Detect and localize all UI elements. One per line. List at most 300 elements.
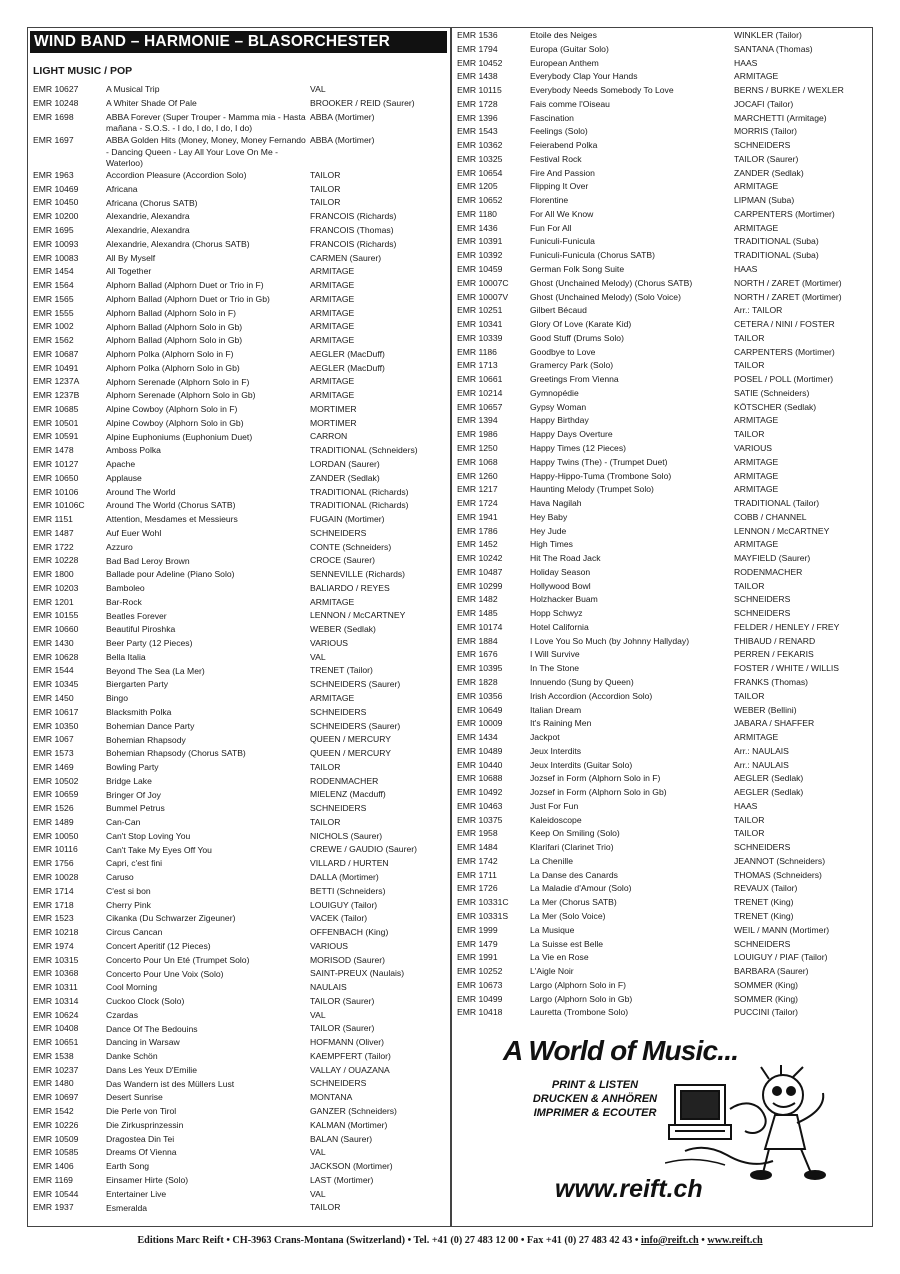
entry-title: Gilbert Bécaud xyxy=(530,305,587,316)
entry-composer: ARMITAGE xyxy=(734,71,779,82)
entry-composer: ARMITAGE xyxy=(734,484,779,495)
entry-code: EMR 1436 xyxy=(457,222,498,233)
footer-address: Editions Marc Reift • CH-3963 Crans-Montana (Switzerland) • Tel. +41 (0) 27 483 12 00 • Fax +41 (0) 27 483 42 43 • xyxy=(137,1235,641,1246)
catalog-entry xyxy=(33,747,450,761)
entry-composer: ARMITAGE xyxy=(734,470,779,481)
entry-title: Cherry Pink xyxy=(106,899,151,910)
entry-composer: ARMITAGE xyxy=(310,293,355,304)
entry-code: EMR 1489 xyxy=(33,816,74,827)
catalog-entry xyxy=(33,692,450,706)
entry-code: EMR 10492 xyxy=(457,787,503,798)
entry-code: EMR 1180 xyxy=(457,208,497,219)
entry-code: EMR 10375 xyxy=(457,814,503,825)
entry-code: EMR 10650 xyxy=(33,472,79,483)
entry-code: EMR 10585 xyxy=(33,1147,79,1158)
entry-code: EMR 1469 xyxy=(33,761,74,772)
entry-composer: TRENET (Tailor) xyxy=(310,665,373,676)
catalog-entry xyxy=(33,664,450,678)
entry-code: EMR 10502 xyxy=(33,775,79,786)
catalog-entry xyxy=(33,97,450,111)
entry-title: Czardas xyxy=(106,1009,138,1020)
catalog-entry xyxy=(33,651,450,665)
catalog-entry xyxy=(33,1201,450,1215)
catalog-entry xyxy=(457,951,870,965)
entry-code: EMR 1999 xyxy=(457,924,498,935)
catalog-entry xyxy=(457,910,870,924)
entry-title: Glory Of Love (Karate Kid) xyxy=(530,319,632,330)
catalog-entry xyxy=(457,882,870,896)
entry-composer: NORTH / ZARET (Mortimer) xyxy=(734,277,842,288)
entry-composer: WINKLER (Tailor) xyxy=(734,30,802,40)
entry-title: Beatles Forever xyxy=(106,610,167,621)
entry-title: Europa (Guitar Solo) xyxy=(530,43,609,54)
entry-composer: FOSTER / WHITE / WILLIS xyxy=(734,663,840,674)
entry-title: Cool Morning xyxy=(106,982,158,993)
entry-title: Concert Aperitif (12 Pieces) xyxy=(106,940,211,951)
entry-code: EMR 10174 xyxy=(457,621,503,632)
entry-composer: BETTI (Schneiders) xyxy=(310,885,386,896)
catalog-entry xyxy=(457,414,870,428)
entry-title: Around The World (Chorus SATB) xyxy=(106,500,236,511)
catalog-entry xyxy=(33,279,450,293)
catalog-entry xyxy=(457,57,870,71)
catalog-entry xyxy=(33,554,450,568)
catalog-entry xyxy=(33,210,450,224)
entry-composer: SCHNEIDERS xyxy=(734,608,791,619)
entry-code: EMR 1151 xyxy=(33,514,73,525)
entry-title: Cuckoo Clock (Solo) xyxy=(106,996,185,1007)
entry-composer: TAILOR xyxy=(734,332,765,343)
catalog-entry xyxy=(33,830,450,844)
entry-code: EMR 10116 xyxy=(33,844,78,855)
entry-code: EMR 1958 xyxy=(457,828,498,839)
entry-code: EMR 10007C xyxy=(457,277,509,288)
entry-code: EMR 10489 xyxy=(457,745,503,756)
entry-code: EMR 10544 xyxy=(33,1188,79,1199)
entry-title: L'Aigle Noir xyxy=(530,966,574,977)
footer-email-link[interactable]: info@reift.ch xyxy=(641,1235,699,1246)
entry-code: EMR 10248 xyxy=(33,97,79,108)
entry-code: EMR 10226 xyxy=(33,1119,79,1130)
entry-title: All By Myself xyxy=(106,252,156,263)
catalog-entry xyxy=(33,513,450,527)
entry-composer: HOFMANN (Oliver) xyxy=(310,1037,384,1048)
catalog-entry xyxy=(33,995,450,1009)
catalog-entry xyxy=(33,134,450,169)
entry-code: EMR 1430 xyxy=(33,637,74,648)
entry-title: Die Zirkusprinzessin xyxy=(106,1119,184,1130)
entry-code: EMR 10627 xyxy=(33,84,79,94)
entry-composer: VAL xyxy=(310,1188,326,1199)
entry-code: EMR 1718 xyxy=(33,899,74,910)
catalog-entry xyxy=(457,29,870,43)
entry-composer: TAILOR xyxy=(310,1202,341,1213)
entry-title: La Mer (Chorus SATB) xyxy=(530,897,617,908)
entry-code: EMR 10395 xyxy=(457,663,503,674)
entry-composer: ARMITAGE xyxy=(310,307,355,318)
entry-code: EMR 1937 xyxy=(33,1202,74,1213)
entry-composer: TAILOR xyxy=(734,814,765,825)
entry-code: EMR 1394 xyxy=(457,415,498,426)
catalog-entry xyxy=(457,373,870,387)
entry-composer: VAL xyxy=(310,84,326,94)
entry-title: Die Perle von Tirol xyxy=(106,1106,177,1117)
catalog-entry xyxy=(457,772,870,786)
entry-code: EMR 1484 xyxy=(457,842,498,853)
entry-title: Klarifari (Clarinet Trio) xyxy=(530,842,614,853)
entry-title: Festival Rock xyxy=(530,153,582,164)
entry-code: EMR 1396 xyxy=(457,112,498,123)
entry-code: EMR 1454 xyxy=(33,266,74,277)
entry-code: EMR 10673 xyxy=(457,979,503,990)
entry-title: Blacksmith Polka xyxy=(106,706,172,717)
entry-title: Bummel Petrus xyxy=(106,803,165,814)
entry-code: EMR 1963 xyxy=(33,169,74,180)
entry-title: Africana (Chorus SATB) xyxy=(106,197,198,208)
entry-title: Fais comme l'Oiseau xyxy=(530,98,610,109)
entry-title: Fascination xyxy=(530,112,574,123)
catalog-entry xyxy=(457,511,870,525)
entry-composer: LIPMAN (Suba) xyxy=(734,195,795,206)
entry-code: EMR 10362 xyxy=(457,140,503,151)
entry-title: La Chenille xyxy=(530,855,573,866)
entry-title: La Mer (Solo Voice) xyxy=(530,911,606,921)
catalog-entry xyxy=(457,827,870,841)
entry-code: EMR 10339 xyxy=(457,332,503,343)
catalog-entry xyxy=(33,816,450,830)
entry-code: EMR 1406 xyxy=(33,1161,74,1172)
entry-title: Happy-Hippo-Tuma (Trombone Solo) xyxy=(530,470,672,481)
computer-cartoon-illustration xyxy=(665,1065,835,1185)
entry-code: EMR 10350 xyxy=(33,720,79,731)
catalog-entry xyxy=(457,635,870,649)
catalog-entry xyxy=(33,265,450,279)
entry-title: Bar-Rock xyxy=(106,596,142,607)
entry-composer: MIELENZ (Macduff) xyxy=(310,789,386,800)
entry-code: EMR 1794 xyxy=(457,43,498,54)
catalog-entry xyxy=(457,938,870,952)
entry-title: Beautiful Piroshka xyxy=(106,624,176,635)
entry-code: EMR 1250 xyxy=(457,442,498,453)
entry-title: Innuendo (Sung by Queen) xyxy=(530,676,634,687)
entry-title: Dans Les Yeux D'Emilie xyxy=(106,1064,197,1075)
entry-title: Gramercy Park (Solo) xyxy=(530,360,614,371)
catalog-entry xyxy=(457,277,870,291)
entry-code: EMR 1482 xyxy=(457,594,498,605)
entry-code: EMR 1479 xyxy=(457,938,498,949)
catalog-entry xyxy=(457,401,870,415)
entry-composer: ARMITAGE xyxy=(310,376,355,387)
entry-title: La Danse des Canards xyxy=(530,869,618,880)
entry-composer: AEGLER (MacDuff) xyxy=(310,348,385,359)
entry-code: EMR 10660 xyxy=(33,624,79,635)
entry-title: Alexandrie, Alexandra (Chorus SATB) xyxy=(106,238,250,249)
entry-code: EMR 10418 xyxy=(457,1007,503,1018)
entry-composer: TAILOR (Saurer) xyxy=(310,1023,375,1034)
catalog-entry xyxy=(457,222,870,236)
entry-composer: JABARA / SHAFFER xyxy=(734,718,815,729)
entry-code: EMR 1573 xyxy=(33,748,74,759)
catalog-entry xyxy=(457,841,870,855)
entry-code: EMR 1067 xyxy=(33,734,74,745)
entry-composer: MONTANA xyxy=(310,1092,353,1103)
catalog-entry xyxy=(457,153,870,167)
entry-composer: SANTANA (Thomas) xyxy=(734,43,813,54)
entry-composer: JACKSON (Mortimer) xyxy=(310,1161,393,1172)
entry-code: EMR 10345 xyxy=(33,679,79,690)
catalog-entry xyxy=(33,871,450,885)
entry-title: Danke Schön xyxy=(106,1051,158,1062)
entry-composer: SCHNEIDERS (Saurer) xyxy=(310,679,401,690)
entry-composer: LAST (Mortimer) xyxy=(310,1174,374,1185)
entry-title: Bringer Of Joy xyxy=(106,789,161,800)
entry-code: EMR 10203 xyxy=(33,582,79,593)
entry-composer: AEGLER (MacDuff) xyxy=(310,362,385,373)
entry-composer: SCHNEIDERS xyxy=(310,706,367,717)
entry-code: EMR 10356 xyxy=(457,690,503,701)
catalog-entry xyxy=(457,731,870,745)
catalog-entry xyxy=(457,304,870,318)
entry-title: Irish Accordion (Accordion Solo) xyxy=(530,690,653,701)
entry-composer: CARPENTERS (Mortimer) xyxy=(734,346,835,357)
entry-title: Everybody Needs Somebody To Love xyxy=(530,85,674,96)
entry-title: Jozsef in Form (Alphorn Solo in Gb) xyxy=(530,787,667,798)
catalog-entry xyxy=(33,486,450,500)
entry-composer: ARMITAGE xyxy=(734,181,779,192)
entry-code: EMR 1434 xyxy=(457,732,498,743)
entry-composer: TRADITIONAL (Schneiders) xyxy=(310,445,418,456)
entry-code: EMR 1538 xyxy=(33,1050,74,1061)
entry-code: EMR 10200 xyxy=(33,211,79,222)
catalog-entry xyxy=(33,1077,450,1091)
catalog-entry xyxy=(457,965,870,979)
catalog-entry xyxy=(457,43,870,57)
entry-composer: TAILOR (Saurer) xyxy=(734,153,799,164)
entry-title: Lauretta (Trombone Solo) xyxy=(530,1007,629,1018)
entry-code: EMR 1698 xyxy=(33,111,74,122)
entry-title: Dancing in Warsaw xyxy=(106,1037,180,1048)
catalog-entry xyxy=(33,238,450,252)
entry-code: EMR 10106C xyxy=(33,500,85,511)
entry-composer: VARIOUS xyxy=(734,442,773,453)
entry-code: EMR 1487 xyxy=(33,527,74,538)
catalog-entry xyxy=(457,180,870,194)
catalog-entry xyxy=(457,979,870,993)
entry-code: EMR 1884 xyxy=(457,635,498,646)
catalog-entry xyxy=(33,1119,450,1133)
advert-line-imprimer: IMPRIMER & ECOUTER xyxy=(533,1107,657,1119)
entry-code: EMR 10628 xyxy=(33,651,79,662)
entry-code: EMR 1002 xyxy=(33,321,74,332)
entry-title: High Times xyxy=(530,539,573,550)
entry-code: EMR 1728 xyxy=(457,98,498,109)
catalog-entry xyxy=(457,167,870,181)
entry-code: EMR 1452 xyxy=(457,539,498,550)
entry-composer: TRADITIONAL (Richards) xyxy=(310,486,409,497)
entry-composer: TRADITIONAL (Richards) xyxy=(310,500,409,511)
entry-title: Happy Times (12 Pieces) xyxy=(530,442,626,453)
entry-code: EMR 10450 xyxy=(33,197,79,208)
entry-title: Jeux Interdits (Guitar Solo) xyxy=(530,759,633,770)
entry-title: Caruso xyxy=(106,872,134,883)
entry-code: EMR 10487 xyxy=(457,566,503,577)
advert-box xyxy=(495,1035,835,1213)
entry-composer: SOMMER (King) xyxy=(734,979,798,990)
entry-code: EMR 10652 xyxy=(457,195,503,206)
entry-title: Alphorn Ballad (Alphorn Solo in F) xyxy=(106,307,236,318)
entry-composer: ARMITAGE xyxy=(310,266,355,277)
catalog-entry xyxy=(33,334,450,348)
entry-code: EMR 1711 xyxy=(457,869,497,880)
entry-composer: MAYFIELD (Saurer) xyxy=(734,553,811,564)
entry-code: EMR 1068 xyxy=(457,456,498,467)
entry-title: Bingo xyxy=(106,693,128,704)
catalog-entry xyxy=(457,497,870,511)
entry-composer: COBB / CHANNEL xyxy=(734,511,807,522)
entry-composer: CARRON xyxy=(310,431,348,442)
entry-composer: ARMITAGE xyxy=(734,732,779,743)
catalog-entry xyxy=(33,293,450,307)
entry-title: Auf Euer Wohl xyxy=(106,528,162,539)
entry-composer: TAILOR xyxy=(310,761,341,772)
entry-composer: ARMITAGE xyxy=(310,390,355,401)
entry-code: EMR 1543 xyxy=(457,126,498,137)
catalog-entry xyxy=(33,527,450,541)
entry-title: Gymnopédie xyxy=(530,387,579,398)
catalog-entry xyxy=(33,1022,450,1036)
entry-code: EMR 1544 xyxy=(33,665,74,676)
entry-composer: FRANCOIS (Richards) xyxy=(310,211,397,222)
entry-title: Bowling Party xyxy=(106,762,159,773)
entry-composer: RODENMACHER xyxy=(734,566,803,577)
entry-code: EMR 1485 xyxy=(457,608,498,619)
catalog-entry xyxy=(457,208,870,222)
entry-title: ABBA Forever (Super Trouper - Mamma mia - Hasta mañana - S.O.S. - I do, I do, I do, I do) xyxy=(106,111,306,133)
entry-title: ABBA Golden Hits (Money, Money, Money Fernando - Dancing Queen - Lay All Your Love On Me - Waterloo) xyxy=(106,135,306,168)
entry-code: EMR 1991 xyxy=(457,952,498,963)
catalog-entry xyxy=(33,885,450,899)
entry-code: EMR 10654 xyxy=(457,167,503,178)
entry-composer: NORTH / ZARET (Mortimer) xyxy=(734,291,842,302)
entry-title: Bohemian Dance Party xyxy=(106,720,195,731)
entry-title: Happy Twins (The) - (Trumpet Duet) xyxy=(530,456,668,467)
catalog-entry xyxy=(33,1050,450,1064)
entry-code: EMR 1438 xyxy=(457,71,498,82)
entry-code: EMR 1201 xyxy=(33,596,74,607)
catalog-entry xyxy=(33,458,450,472)
entry-code: EMR 10688 xyxy=(457,773,503,784)
entry-title: Desert Sunrise xyxy=(106,1092,163,1103)
entry-code: EMR 10050 xyxy=(33,830,79,841)
catalog-entry xyxy=(33,320,450,334)
entry-code: EMR 1562 xyxy=(33,335,74,346)
catalog-entry xyxy=(457,318,870,332)
entry-composer: Arr.: NAULAIS xyxy=(734,745,789,756)
advert-headline: A World of Music... xyxy=(503,1035,739,1066)
catalog-entry xyxy=(457,387,870,401)
entry-title: Funiculi-Funicula xyxy=(530,236,595,247)
footer-web-link[interactable]: www.reift.ch xyxy=(707,1235,763,1246)
catalog-entry xyxy=(33,775,450,789)
entry-composer: TAILOR xyxy=(734,828,765,839)
catalog-entry xyxy=(457,993,870,1007)
entry-code: EMR 10218 xyxy=(33,927,79,938)
catalog-entry xyxy=(457,346,870,360)
entry-title: Alphorn Ballad (Alphorn Solo in Gb) xyxy=(106,321,243,332)
entry-title: Alexandrie, Alexandra xyxy=(106,211,190,222)
entry-title: Can-Can xyxy=(106,817,141,828)
entry-code: EMR 10624 xyxy=(33,1009,79,1020)
catalog-entry xyxy=(457,291,870,305)
entry-code: EMR 10315 xyxy=(33,954,79,965)
catalog-entry xyxy=(33,499,450,513)
entry-code: EMR 1726 xyxy=(457,883,498,894)
entry-composer: ARMITAGE xyxy=(734,539,779,550)
catalog-entry xyxy=(33,582,450,596)
entry-composer: LOUIGUY / PIAF (Tailor) xyxy=(734,952,828,963)
entry-code: EMR 10392 xyxy=(457,250,503,261)
catalog-entry xyxy=(33,1146,450,1160)
catalog-entry xyxy=(457,814,870,828)
entry-code: EMR 1697 xyxy=(33,135,74,146)
catalog-entry xyxy=(33,430,450,444)
section-heading: LIGHT MUSIC / POP xyxy=(33,65,133,77)
entry-composer: ABBA (Mortimer) xyxy=(310,111,375,122)
entry-code: EMR 10311 xyxy=(33,982,78,993)
catalog-entry xyxy=(457,800,870,814)
entry-code: EMR 10440 xyxy=(457,759,503,770)
entry-title: Around The World xyxy=(106,486,176,497)
entry-code: EMR 10649 xyxy=(457,704,503,715)
entry-composer: FELDER / HENLEY / FREY xyxy=(734,621,840,632)
entry-composer: KAEMPFERT (Tailor) xyxy=(310,1050,391,1061)
right-catalog-list xyxy=(457,29,870,1020)
entry-title: Goodbye to Love xyxy=(530,346,596,357)
entry-composer: FRANCOIS (Thomas) xyxy=(310,224,394,235)
catalog-entry xyxy=(33,1036,450,1050)
entry-composer: NICHOLS (Saurer) xyxy=(310,830,383,841)
catalog-entry xyxy=(33,1091,450,1105)
entry-title: Good Stuff (Drums Solo) xyxy=(530,332,624,343)
entry-code: EMR 10469 xyxy=(33,183,79,194)
catalog-entry xyxy=(33,954,450,968)
entry-code: EMR 1722 xyxy=(33,541,74,552)
entry-composer: SCHNEIDERS xyxy=(734,140,791,151)
entry-composer: TRENET (King) xyxy=(734,897,794,908)
entry-title: German Folk Song Suite xyxy=(530,264,625,275)
entry-composer: CONTE (Schneiders) xyxy=(310,541,392,552)
catalog-entry xyxy=(33,940,450,954)
entry-title: Largo (Alphorn Solo in Gb) xyxy=(530,993,633,1004)
entry-code: EMR 10314 xyxy=(33,995,79,1006)
entry-title: Funiculi-Funicula (Chorus SATB) xyxy=(530,250,655,261)
entry-title: In The Stone xyxy=(530,663,580,674)
catalog-entry xyxy=(33,899,450,913)
entry-composer: SCHNEIDERS xyxy=(734,594,791,605)
catalog-entry xyxy=(457,593,870,607)
catalog-entry xyxy=(33,596,450,610)
entry-code: EMR 10331C xyxy=(457,897,509,908)
catalog-entry xyxy=(457,580,870,594)
entry-composer: ARMITAGE xyxy=(734,415,779,426)
entry-code: EMR 10242 xyxy=(457,553,503,564)
entry-composer: POSEL / POLL (Mortimer) xyxy=(734,374,834,385)
entry-code: EMR 10252 xyxy=(457,966,503,977)
entry-composer: PERREN / FEKARIS xyxy=(734,649,814,660)
entry-title: Hit The Road Jack xyxy=(530,553,601,564)
entry-title: Dreams Of Vienna xyxy=(106,1147,177,1158)
entry-code: EMR 10697 xyxy=(33,1092,79,1103)
